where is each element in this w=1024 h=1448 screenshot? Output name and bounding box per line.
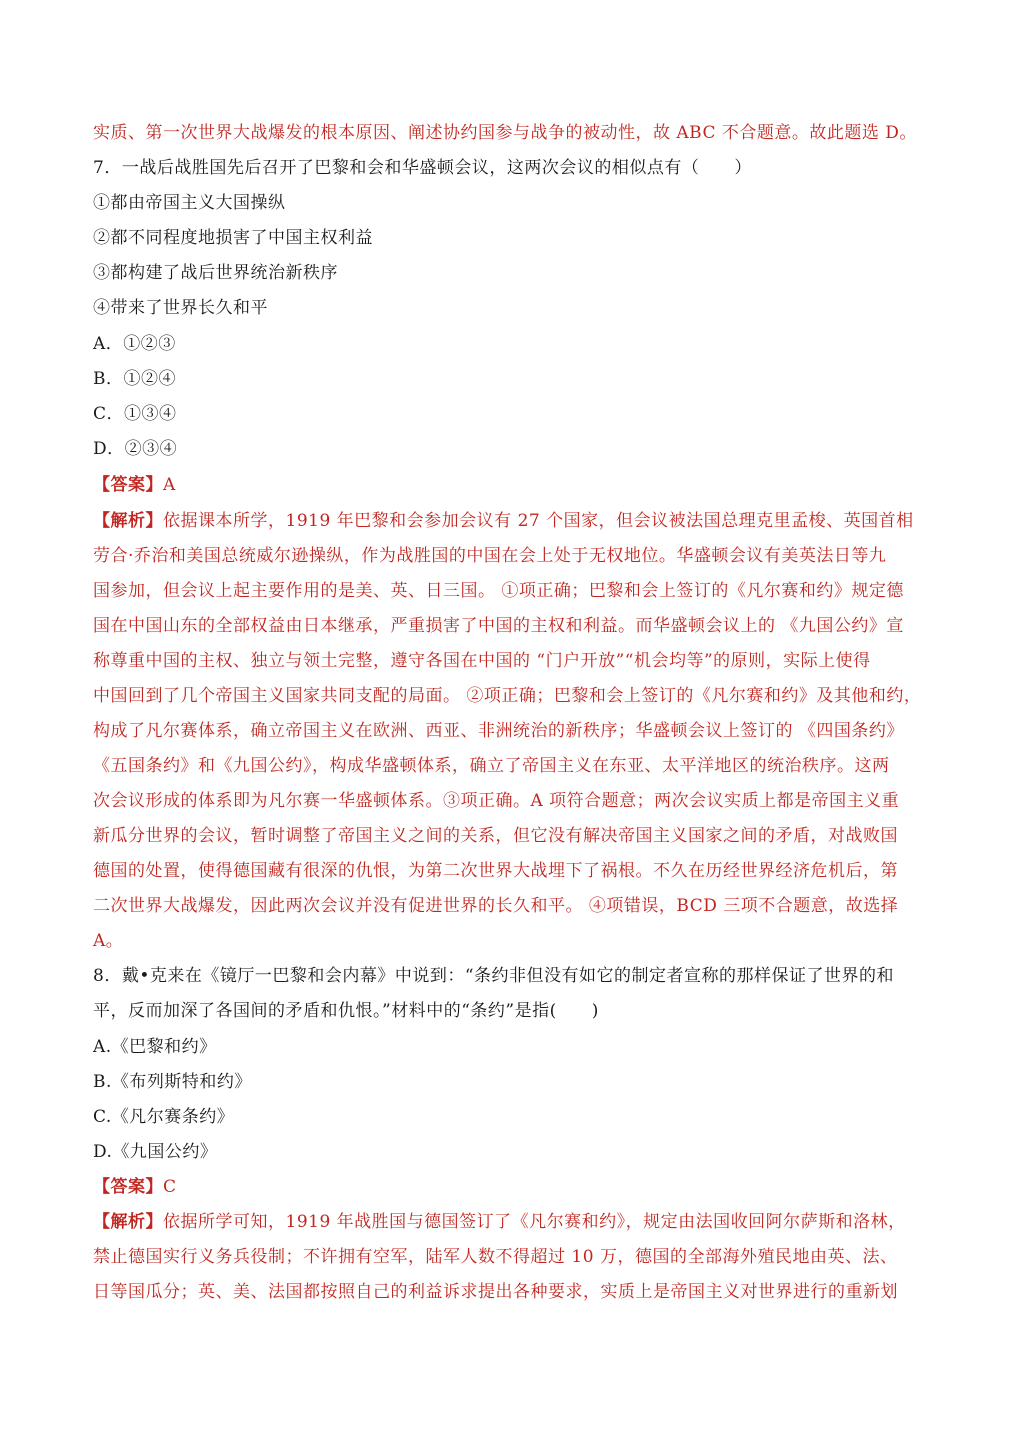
question-7-analysis-line: 【解析】依据课本所学，1919 年巴黎和会参加会议有 27 个国家，但会议被法国总理克里孟梭、英国首相: [93, 511, 914, 531]
question-7-stem: 7．一战后战胜国先后召开了巴黎和会和华盛顿会议，这两次会议的相似点有（ ）: [93, 158, 752, 178]
question-7-item: ②都不同程度地损害了中国主权利益: [93, 228, 373, 248]
question-8-answer: [93, 1175, 177, 1199]
question-7-analysis-line: 《五国条约》和《九国公约》，构成华盛顿体系，确立了帝国主义在东亚、太平洋地区的统治秩序。这两: [93, 756, 890, 776]
question-7-option-d: D．②③④: [93, 439, 178, 459]
question-7-analysis-line: 德国的处置，使得德国藏有很深的仇恨，为第二次世界大战埋下了祸根。不久在历经世界经济危机后，第: [93, 861, 898, 881]
answer-tag: 【答案】: [93, 475, 163, 495]
answer-value: C: [163, 1177, 177, 1197]
question-7-analysis-line: 新瓜分世界的会议，暂时调整了帝国主义之间的关系，但它没有解决帝国主义国家之间的矛盾，对战败国: [93, 826, 898, 846]
question-8-stem: 8．戴•克来在《镜厅一巴黎和会内幕》中说到：“条约非但没有如它的制定者宣称的那样保证了世界的和: [93, 966, 895, 986]
question-8-analysis-line: 日等国瓜分；英、美、法国都按照自己的利益诉求提出各种要求，实质上是帝国主义对世界进行的重新划: [93, 1282, 898, 1302]
answer-tag: 【答案】: [93, 1177, 163, 1197]
question-7-option-a: A．①②③: [93, 334, 176, 354]
question-7-option-b: B．①②④: [93, 369, 176, 389]
question-7-analysis-line: A。: [93, 931, 124, 951]
question-8-stem: 平，反而加深了各国间的矛盾和仇恨。”材料中的“条约”是指( ): [93, 1001, 599, 1021]
question-8-analysis-line: 禁止德国实行义务兵役制；不许拥有空军，陆军人数不得超过 10 万，德国的全部海外殖民地由英、法、: [93, 1247, 898, 1267]
question-7-analysis-line: 二次世界大战爆发，因此两次会议并没有促进世界的长久和平。 ④项错误，BCD 三项不合题意，故选择: [93, 896, 899, 916]
question-7-item: ①都由帝国主义大国操纵: [93, 193, 286, 213]
answer-value: A: [163, 475, 176, 495]
question-7-item: ④带来了世界长久和平: [93, 298, 268, 318]
question-8-option-c: C.《凡尔赛条约》: [93, 1107, 235, 1127]
question-7-analysis-line: 国在中国山东的全部权益由日本继承，严重损害了中国的主权和利益。而华盛顿会议上的 《九国公约》宣: [93, 616, 904, 636]
question-8-analysis-line: 【解析】依据所学可知，1919 年战胜国与德国签订了《凡尔赛和约》，规定由法国收回阿尔萨斯和洛林，: [93, 1212, 906, 1232]
previous-analysis-tail: 实质、第一次世界大战爆发的根本原因、阐述协约国参与战争的被动性，故 ABC 不合题意。故此题选 D。: [93, 123, 917, 143]
question-7-analysis-line: 构成了凡尔赛体系，确立帝国主义在欧洲、西亚、非洲统治的新秩序；华盛顿会议上签订的 《四国条约》: [93, 721, 904, 741]
question-7-analysis-line: 劳合·乔治和美国总统威尔逊操纵，作为战胜国的中国在会上处于无权地位。华盛顿会议有美英法日等九: [93, 546, 887, 566]
question-8-option-d: D.《九国公约》: [93, 1142, 218, 1162]
question-7-option-c: C．①③④: [93, 404, 177, 424]
question-8-option-b: B.《布列斯特和约》: [93, 1072, 252, 1092]
question-7-analysis-line: 中国回到了几个帝国主义国家共同支配的局面。 ②项正确；巴黎和会上签订的《凡尔赛和约》及其他和约，: [93, 686, 922, 706]
analysis-tag: 【解析】: [93, 511, 163, 531]
question-7-item: ③都构建了战后世界统治新秩序: [93, 263, 338, 283]
question-7-analysis-line: 次会议形成的体系即为凡尔赛一华盛顿体系。③项正确。A 项符合题意；两次会议实质上都是帝国主义重: [93, 791, 900, 811]
question-7-answer: [93, 473, 176, 497]
question-7-analysis-line: 称尊重中国的主权、独立与领土完整，遵守各国在中国的 “门户开放”“机会均等”的原则，实际上使得: [93, 651, 871, 671]
question-8-option-a: A.《巴黎和约》: [93, 1037, 217, 1057]
analysis-tag: 【解析】: [93, 1212, 163, 1232]
question-7-analysis-line: 国参加，但会议上起主要作用的是美、英、日三国。 ①项正确；巴黎和会上签订的《凡尔赛和约》规定德: [93, 581, 904, 601]
